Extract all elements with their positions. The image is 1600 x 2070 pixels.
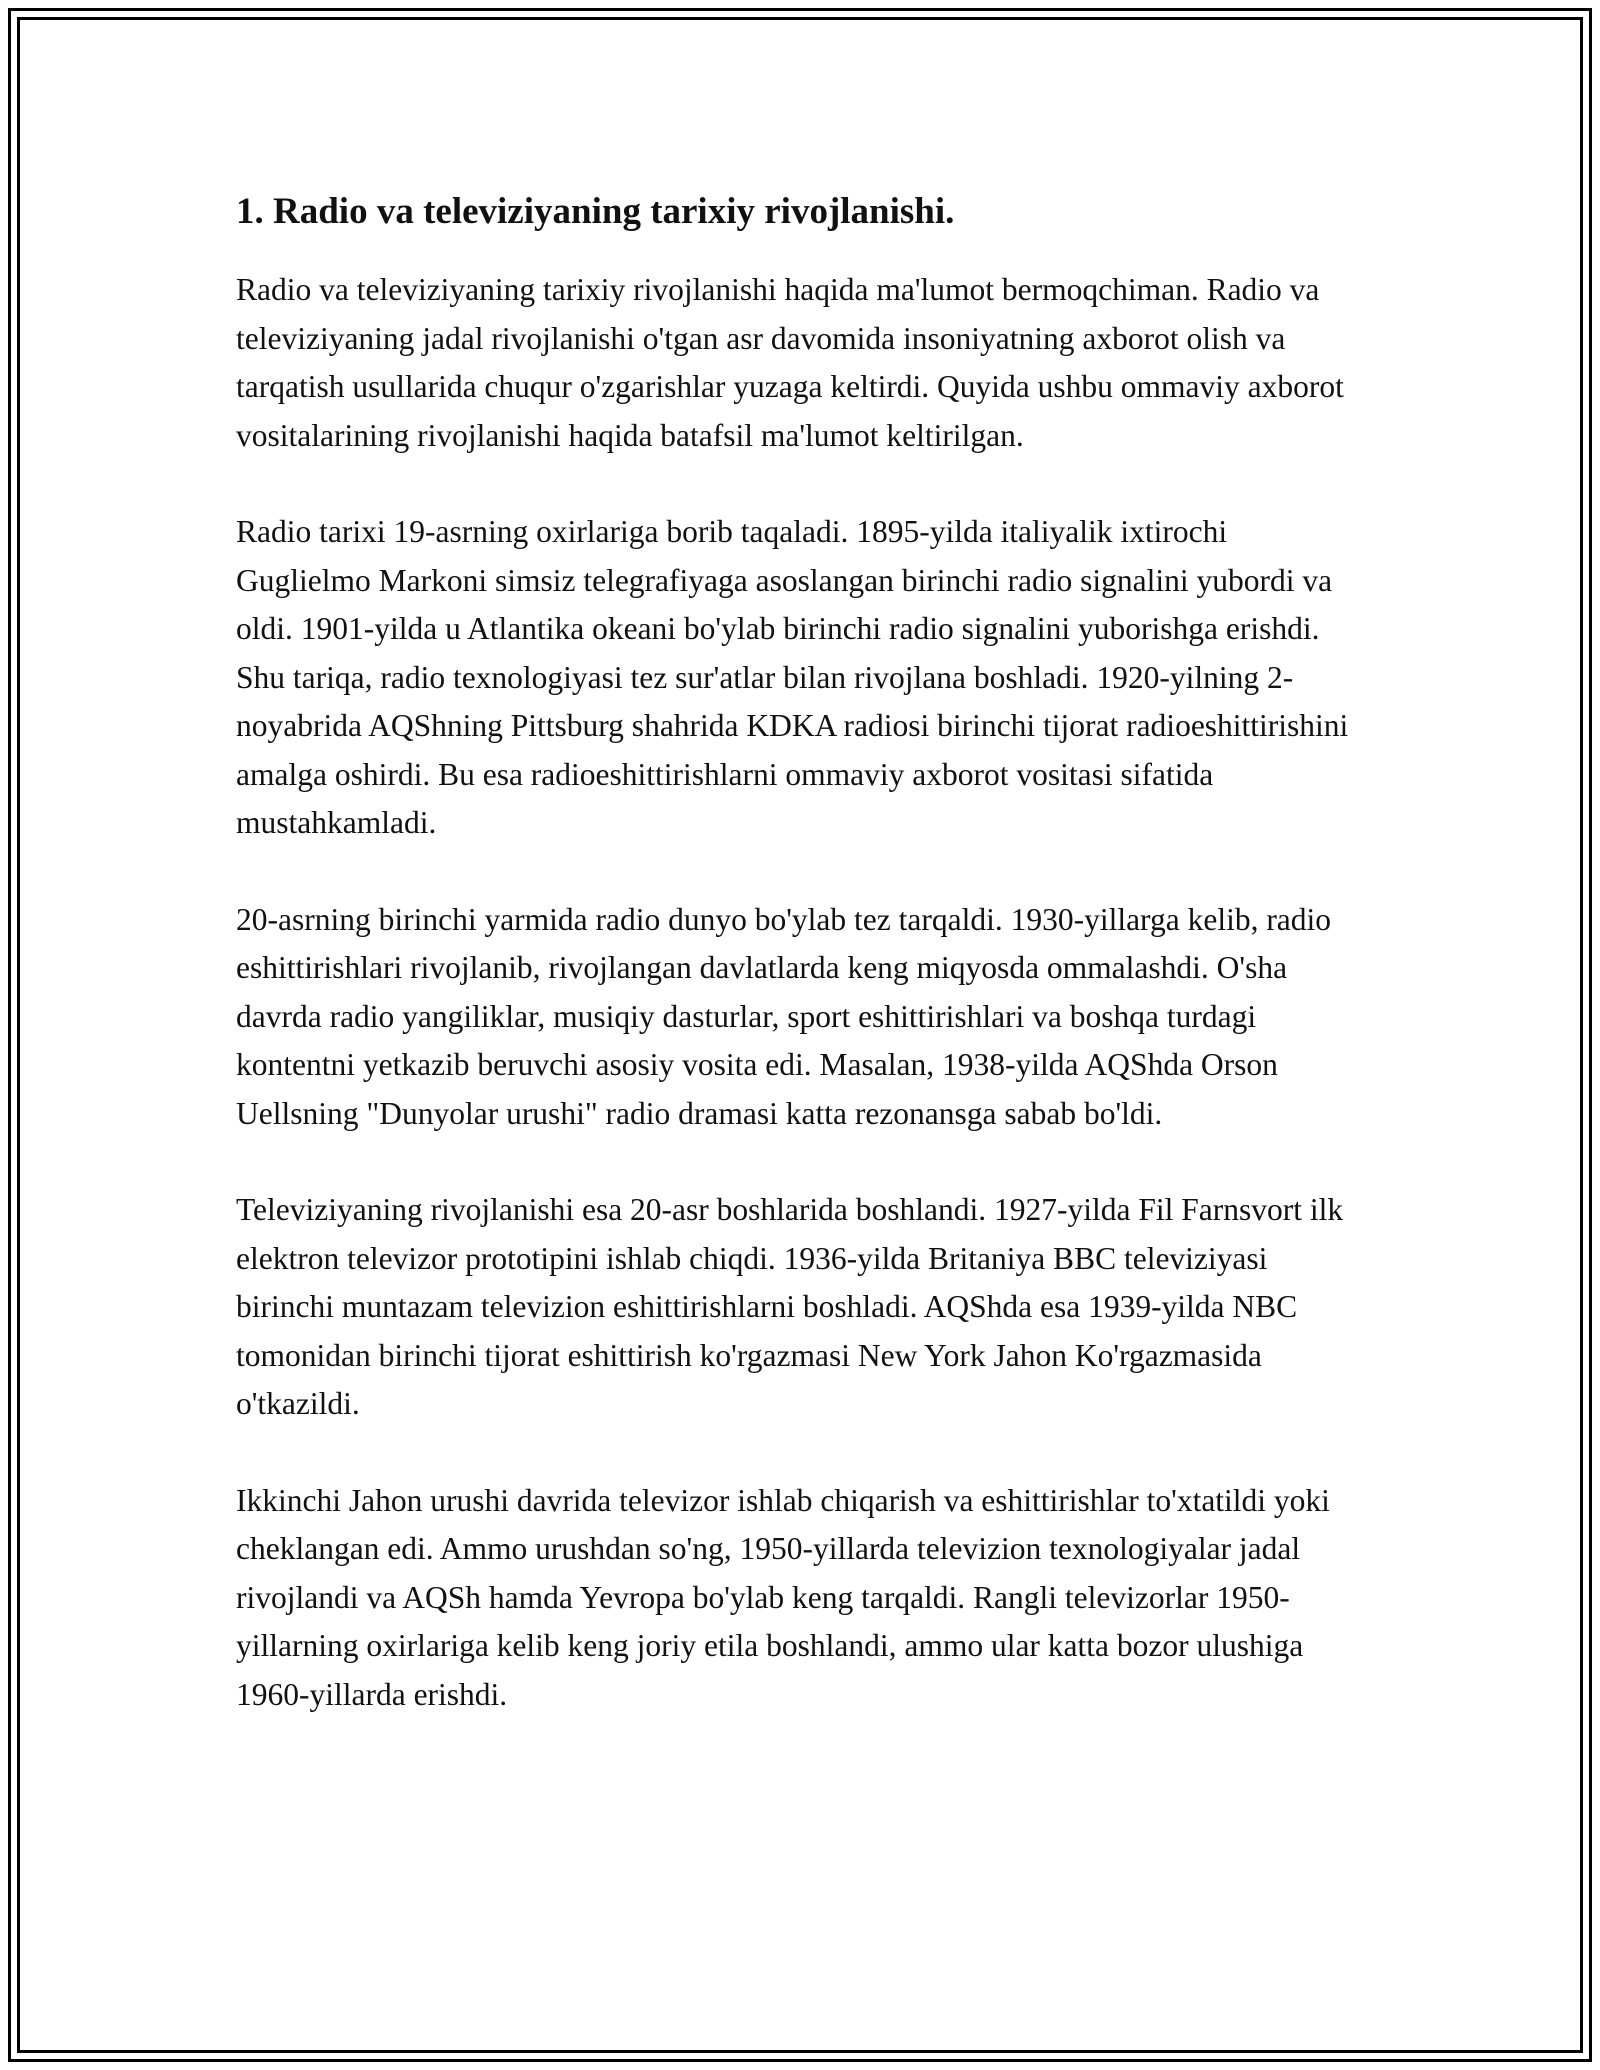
paragraph-television-postwar: Ikkinchi Jahon urushi davrida televizor ishlab chiqarish va eshittirishlar to'xtatildi yoki cheklangan edi. Ammo urushdan so'ng, 1950-yillarda televizion texnologiyalar jadal rivojlandi va AQSh hamda Yevropa bo'ylab keng tarqaldi. Rangli televizorlar 1950-yillarning oxirlariga kelib keng joriy etila boshlandi, ammo ular katta bozor ulushiga 1960-yillarda erishdi. [236,1482,1330,1712]
paragraph-intro: Radio va televiziyaning tarixiy rivojlanishi haqida ma'lumot bermoqchiman. Radio va televiziyaning jadal rivojlanishi o'tgan asr davomida insoniyatning axborot olish va tarqatish usullarida chuqur o'zgarishlar yuzaga keltirdi. Quyida ushbu ommaviy axborot vositalarining rivojlanishi haqida batafsil ma'lumot keltirilgan. [236,272,1344,453]
paragraph-radio-spread: 20-asrning birinchi yarmida radio dunyo bo'ylab tez tarqaldi. 1930-yillarga kelib, radio eshittirishlari rivojlanib, rivojlangan davlatlarda keng miqyosda ommalashdi. O'sha davrda radio yangiliklar, musiqiy dasturlar, sport eshittirishlari va boshqa turdagi kontentni yetkazib beruvchi asosiy vosita edi. Masalan, 1938-yilda AQShda Orson Uellsning "Dunyolar urushi" radio dramasi katta rezonansga sabab bo'ldi. [236,901,1332,1131]
paragraph-television-history: Televiziyaning rivojlanishi esa 20-asr boshlarida boshlandi. 1927-yilda Fil Farnsvort ilk elektron televizor prototipini ishlab chiqdi. 1936-yilda Britaniya BBC televiziyasi birinchi muntazam televizion eshittirishlarni boshladi. AQShda esa 1939-yilda NBC tomonidan birinchi tijorat eshittirish ko'rgazmasi New York Jahon Ko'rgazmasida o'tkazildi. [236,1192,1344,1421]
document-heading: 1. Radio va televiziyaning tarixiy rivojlanishi. [236,191,955,232]
document-body [236,190,1366,1767]
paragraph-radio-history: Radio tarixi 19-asrning oxirlariga borib taqaladi. 1895-yilda italiyalik ixtirochi Guglielmo Markoni simsiz telegrafiyaga asoslangan birinchi radio signalini yubordi va oldi. 1901-yilda u Atlantika okeani bo'ylab birinchi radio signalini yuborishga erishdi. Shu tariqa, radio texnologiyasi tez sur'atlar bilan rivojlana boshladi. 1920-yilning 2-noyabrida AQShning Pittsburg shahrida KDKA radiosi birinchi tijorat radioeshittirishini amalga oshirdi. Bu esa radioeshittirishlarni ommaviy axborot vositasi sifatida mustahkamladi. [236,514,1349,840]
